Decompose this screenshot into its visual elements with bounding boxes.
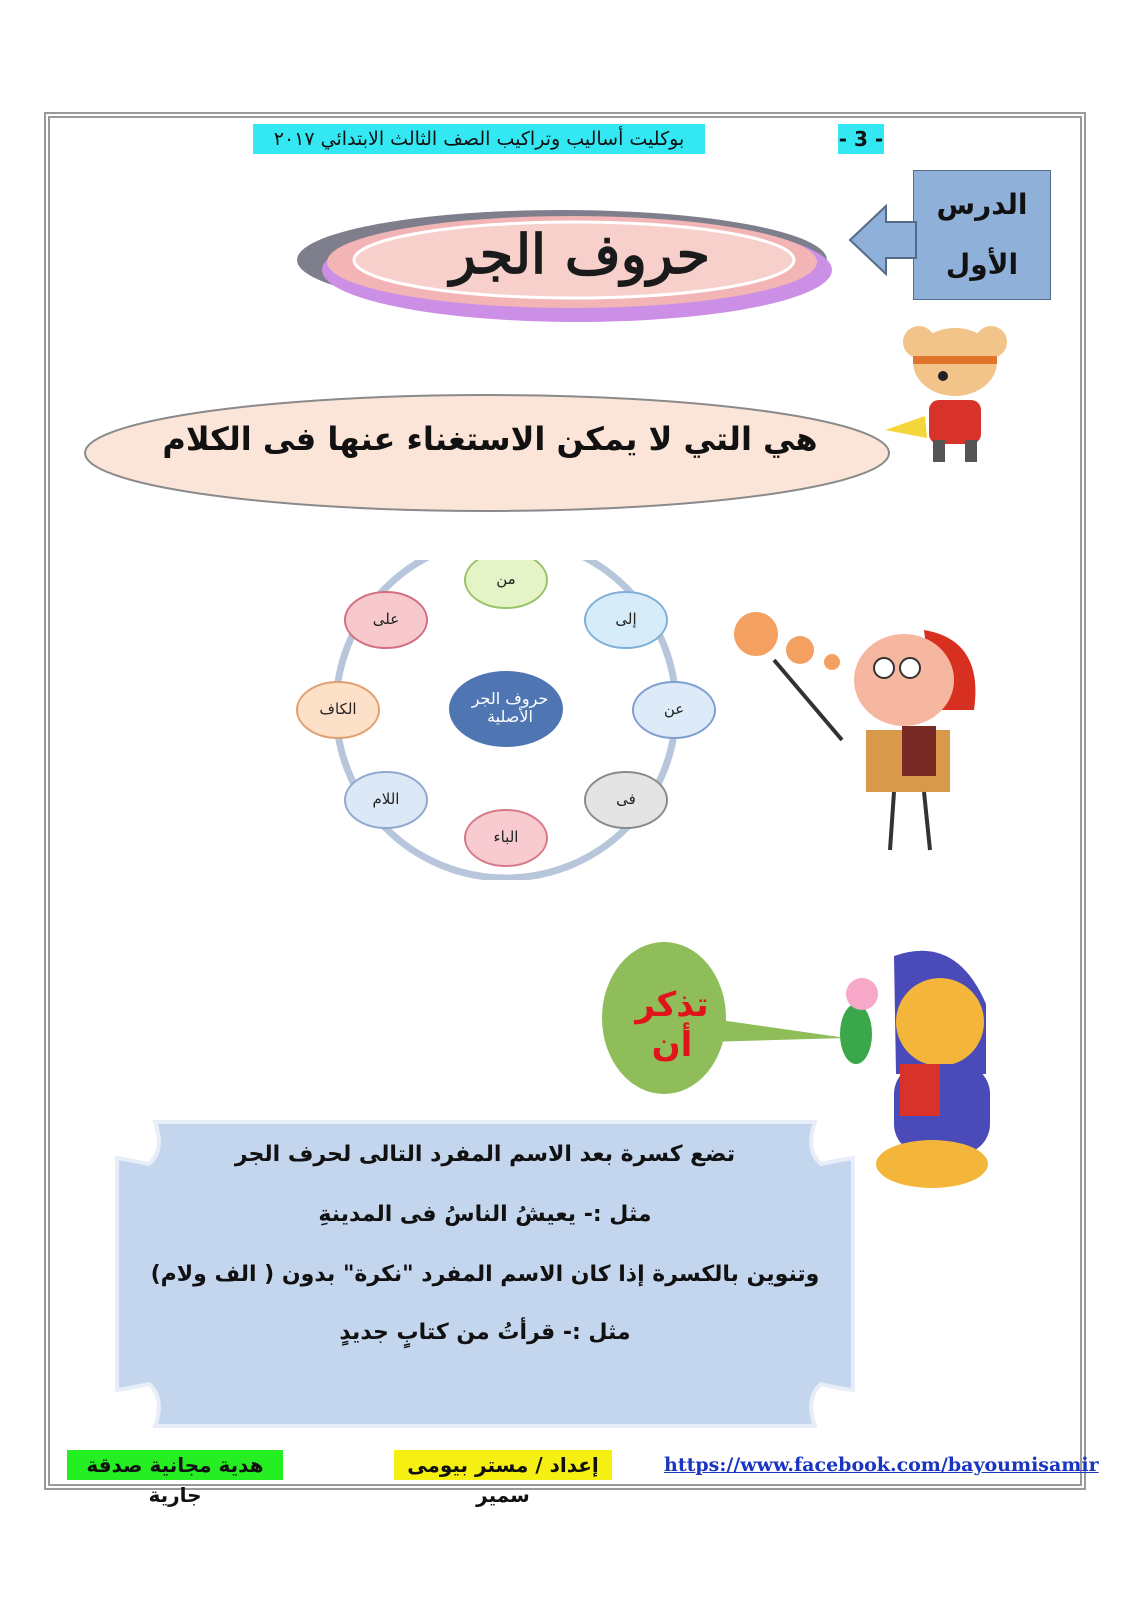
- cycle-center-label: حروف الجر الأصلية: [471, 689, 549, 726]
- cycle-node-label: اللام: [372, 790, 400, 808]
- lesson-label-box: [913, 170, 1051, 300]
- cycle-node-label: الباء: [493, 828, 519, 846]
- booklet-title: بوكليت أساليب وتراكيب الصف الثالث الابتدائي ٢٠١٧: [253, 124, 705, 154]
- cycle-node-label: إلى: [615, 610, 637, 628]
- cycle-node-label: عن: [663, 700, 685, 718]
- rule-example-2: مثل :- قرأتُ من كتابٍ جديدٍ: [339, 1320, 631, 1345]
- page-number: - 3 -: [838, 124, 884, 154]
- left-arrow-icon: [848, 200, 918, 280]
- footer-gift-note: هدية مجانية صدقة جارية: [67, 1450, 283, 1480]
- lesson-label-line2: الأول: [945, 248, 1019, 281]
- rule-line-2: وتنوين بالكسرة إذا كان الاسم المفرد "نكرة" بدون ( الف ولام): [150, 1262, 820, 1287]
- teacher-character-illustration: [734, 600, 994, 860]
- lesson-label-line1: الدرس: [936, 188, 1028, 221]
- rule-example-1: مثل :- يعيشُ الناسُ فى المدينةِ: [318, 1202, 652, 1227]
- definition-text: هي التي لا يمكن الاستغناء عنها فى الكلام: [162, 420, 818, 458]
- cartoon-bear-illustration: [836, 944, 1006, 1194]
- reminder-label: تذكر أن: [635, 985, 709, 1065]
- cycle-node-label: فى: [616, 790, 636, 808]
- cycle-node-label: من: [496, 570, 516, 588]
- facebook-link[interactable]: https://www.facebook.com/bayoumisamir: [664, 1454, 1099, 1476]
- topic-title: حروف الجر: [449, 222, 711, 286]
- mouse-character-illustration: [885, 320, 1025, 470]
- cycle-node-label: على: [372, 610, 400, 628]
- footer-author: إعداد / مستر بيومى سمير: [394, 1450, 612, 1480]
- rule-line-1: تضع كسرة بعد الاسم المفرد التالى لحرف الجر: [234, 1142, 736, 1167]
- cycle-node-label: الكاف: [319, 700, 357, 718]
